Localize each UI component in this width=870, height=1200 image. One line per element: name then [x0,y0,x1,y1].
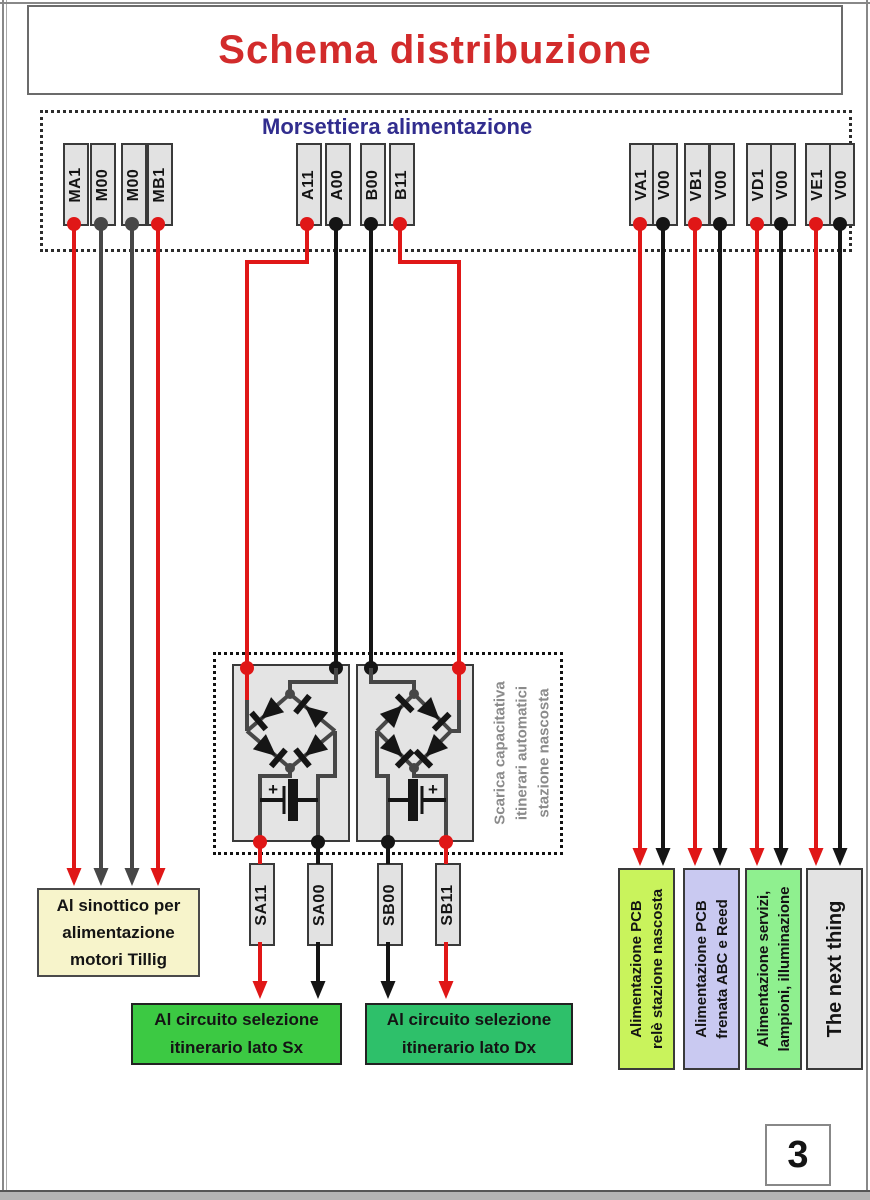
box-line: Alimentazione PCB [692,900,710,1038]
wire-mb1 [151,217,166,886]
page-bottom-strip [0,1192,870,1200]
wire-v00-a [656,217,671,866]
page-title: Schema distribuzione [218,27,652,72]
page-edge-right [866,0,868,1200]
terminal-v00-a [652,143,678,226]
box-line: frenata ABC e Reed [713,899,731,1039]
box-line: itinerario lato Dx [401,1038,537,1057]
wire-v00-c [774,217,789,866]
box-line: The next thing [823,900,846,1038]
terminal-a11 [296,143,322,226]
box-line: alimentazione [62,922,175,942]
terminal-m00-a [90,143,116,226]
terminal-b00 [360,143,386,226]
terminal-sb00 [377,863,403,946]
caption-line: Scarica capacitativa [491,681,509,825]
box-alimentazione-servizi [745,868,802,1070]
terminal-sa11 [249,863,275,946]
box-line: itinerario lato Sx [169,1038,304,1057]
arrow-sa11 [253,942,268,999]
morsettiera-title: Morsettiera alimentazione [262,114,533,139]
box-line: Al sinottico per [56,895,181,915]
box-alimentazione-pcb-rele [618,868,675,1070]
wire-v00-b [713,217,728,866]
arrow-sb00 [381,942,396,999]
wire-ma1 [67,217,82,886]
box-alimentazione-pcb-frenata [683,868,740,1070]
wire-b00 [364,217,378,675]
terminal-label: A00 [329,169,346,200]
box-line: lampioni, illuminazione [775,886,793,1052]
page-edge-left-inner [6,0,7,1200]
terminal-label: VA1 [633,168,650,201]
box-line: relè stazione nascosta [648,888,666,1050]
terminal-v00-b [709,143,735,226]
terminal-label: MA1 [67,166,84,203]
wire-a00 [329,217,343,675]
terminal-ve1 [805,143,831,226]
page-edge-left [2,0,4,1200]
terminal-ma1 [63,143,89,226]
terminal-sa00 [307,863,333,946]
terminal-m00-b [121,143,147,226]
terminal-label: VE1 [809,168,826,201]
title-box [27,5,843,95]
box-selezione-itinerario-sx [131,1003,342,1065]
terminal-label: V00 [656,169,673,200]
page-number: 3 [787,1133,809,1176]
terminal-label: SB00 [381,883,398,926]
terminal-label: SA11 [253,883,270,926]
box-line: Al circuito selezione [154,1009,319,1029]
terminal-v00-d [829,143,855,226]
box-the-next-thing [806,868,863,1070]
arrow-sa00 [311,942,326,999]
arrow-sb11 [439,942,454,999]
terminal-b11 [389,143,415,226]
terminal-label: V00 [713,169,730,200]
terminal-label: V00 [833,169,850,200]
wire-m00-a [94,217,109,886]
box-line: Alimentazione servizi, [754,890,772,1048]
wire-a11 [240,217,314,675]
wire-ve1 [809,217,824,866]
wire-v00-d [833,217,848,866]
terminal-a00 [325,143,351,226]
terminal-sb11 [435,863,461,946]
terminal-label: V00 [774,169,791,200]
bridge-rectifier-left [232,664,350,842]
box-sinottico-motori-tillig [37,888,200,977]
capacitor-plus: + [268,780,278,799]
terminal-vd1 [746,143,772,226]
wire-vd1 [750,217,765,866]
page-number-box [765,1124,831,1186]
caption-line: stazione nascosta [534,688,552,818]
terminal-label: A11 [300,169,317,200]
capacitor-plus: + [428,780,438,799]
box-selezione-itinerario-dx [365,1003,573,1065]
terminal-label: M00 [94,168,111,201]
wire-va1 [633,217,648,866]
bridge-rectifier-right [356,664,474,842]
terminal-label: SB11 [439,883,456,926]
circuit-caption [486,655,558,851]
page-edge-top [0,2,870,4]
caption-line: itinerari automatici [513,685,531,821]
terminal-label: B00 [364,169,381,200]
wire-b11 [393,217,466,675]
terminal-label: MB1 [151,166,168,203]
terminal-vb1 [684,143,710,226]
wire-vb1 [688,217,703,866]
terminal-label: VD1 [750,168,767,201]
terminal-mb1 [147,143,173,226]
box-line: motori Tillig [70,950,167,970]
box-line: Al circuito selezione [386,1009,552,1029]
terminal-label: VB1 [688,168,705,201]
terminal-label: B11 [393,169,410,200]
terminal-v00-c [770,143,796,226]
box-line: Alimentazione PCB [627,900,645,1038]
wire-m00-b [125,217,140,886]
terminal-label: M00 [125,168,142,201]
terminal-label: SA00 [311,883,328,926]
